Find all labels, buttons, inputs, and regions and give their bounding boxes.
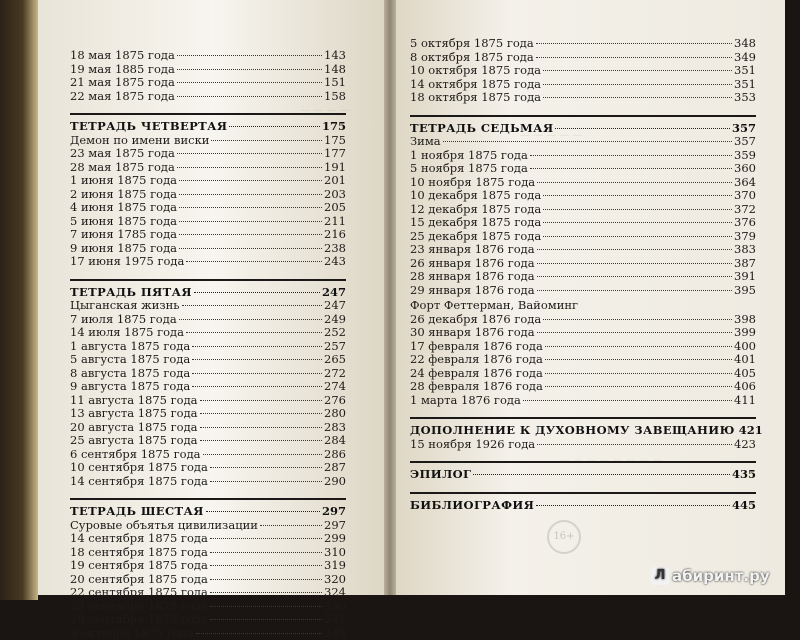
book-gutter [384,0,396,595]
toc-entry: 15 декабря 1875 года 376 [410,216,756,230]
toc-section-heading: ТЕТРАДЬ ЧЕТВЕРТАЯ 175 [70,113,346,134]
toc-entry: 11 августа 1875 года 276 [70,394,346,408]
toc-entry: 14 сентября 1875 года 290 [70,475,346,489]
toc-section-heading: ТЕТРАДЬ ШЕСТАЯ 297 [70,498,346,519]
toc-entry: Цыганская жизнь 247 [70,299,346,313]
toc-entry: 10 сентября 1875 года 287 [70,461,346,475]
toc-entry: 28 января 1876 года 391 [410,270,756,284]
toc-entry: 17 июня 1975 года 243 [70,255,346,269]
toc-section-heading: ЭПИЛОГ 435 [410,461,756,482]
toc-entry: 25 декабря 1875 года 379 [410,230,756,244]
toc-entry: 23 мая 1875 года 177 [70,147,346,161]
toc-entry: 9 июня 1875 года 238 [70,242,346,256]
toc-entry: 30 января 1876 года 399 [410,326,756,340]
watermark-logo-icon: Л [651,567,669,585]
toc-section-heading: ДОПОЛНЕНИЕ К ДУХОВНОМУ ЗАВЕЩАНИЮ 421 [410,417,756,438]
show-through: — — — — — — — — [560,455,662,466]
toc-subheading: Форт Феттерман, Вайоминг [410,299,756,313]
toc-entry: 28 мая 1875 года 191 [70,161,346,175]
toc-entry: 1 августа 1875 года 257 [70,340,346,354]
toc-entry: 2 июня 1875 года 203 [70,188,346,202]
toc-entry: 1 июня 1875 года 201 [70,174,346,188]
toc-entry: 20 августа 1875 года 283 [70,421,346,435]
toc-entry: 20 сентября 1875 года 320 [70,573,346,587]
toc-entry: Суровые объятья цивилизации 297 [70,519,346,533]
toc-entry: 7 июня 1785 года 216 [70,228,346,242]
toc-entry: Зима 357 [410,135,756,149]
toc-right-column [410,37,756,512]
toc-section-heading: ТЕТРАДЬ СЕДЬМАЯ 357 [410,115,756,136]
toc-entry: 10 ноября 1875 года 364 [410,176,756,190]
toc-entry: 8 августа 1875 года 272 [70,367,346,381]
toc-entry: 22 февраля 1876 года 401 [410,353,756,367]
toc-entry: 5 июня 1875 года 211 [70,215,346,229]
toc-entry: 14 сентября 1875 года 299 [70,532,346,546]
toc-entry-group [70,49,346,103]
toc-entry: 26 января 1876 года 387 [410,257,756,271]
toc-section-heading: БИБЛИОГРАФИЯ 445 [410,492,756,513]
toc-entry: 3 октября 1875 года 345 [70,627,346,640]
toc-entry: 13 августа 1875 года 280 [70,407,346,421]
toc-entry: 28 сентября 1875 года 341 [70,613,346,627]
site-watermark [651,565,770,587]
toc-entry: 1 марта 1876 года 411 [410,394,756,408]
toc-entry: 4 июня 1875 года 205 [70,201,346,215]
show-through: — — — — [300,105,350,116]
toc-entry: 18 сентября 1875 года 310 [70,546,346,560]
watermark-text: абиринт.ру [672,567,770,585]
toc-entry: 7 июля 1875 года 249 [70,313,346,327]
toc-entry: 25 августа 1875 года 284 [70,434,346,448]
toc-entry: 6 сентября 1875 года 286 [70,448,346,462]
toc-entry: 9 августа 1875 года 274 [70,380,346,394]
book-cover-edge [0,0,38,600]
toc-entry: 24 февраля 1876 года 405 [410,367,756,381]
toc-entry: 26 декабря 1876 года 398 [410,313,756,327]
show-through: — — — — — [520,130,583,141]
toc-entry: 15 ноября 1926 года 423 [410,438,756,452]
toc-entry: 5 августа 1875 года 265 [70,353,346,367]
toc-entry: 5 ноября 1875 года 360 [410,162,756,176]
toc-entry: 23 января 1876 года 383 [410,243,756,257]
toc-entry: 19 сентября 1875 года 319 [70,559,346,573]
toc-entry: 14 июля 1875 года 252 [70,326,346,340]
toc-entry: 18 мая 1875 года 143 [70,49,346,63]
toc-entry: 5 октября 1875 года 348 [410,37,756,51]
toc-entry: 28 февраля 1876 года 406 [410,380,756,394]
toc-entry: 10 декабря 1875 года 370 [410,189,756,203]
toc-entry: 29 января 1876 года 395 [410,284,756,298]
toc-entry: 21 мая 1875 года 151 [70,76,346,90]
toc-entry: 22 сентября 1875 года 324 [70,586,346,600]
toc-left-column [70,49,346,640]
toc-entry: 22 мая 1875 года 158 [70,90,346,104]
toc-entry: 23 сентября 1875 года 330 [70,600,346,614]
toc-entry: Демон по имени виски 175 [70,134,346,148]
toc-entry: 8 октября 1875 года 349 [410,51,756,65]
toc-entry: 12 декабря 1875 года 372 [410,203,756,217]
toc-section-heading: ТЕТРАДЬ ПЯТАЯ 247 [70,279,346,300]
toc-entry: 18 октября 1875 года 353 [410,91,756,105]
toc-entry: 10 октября 1875 года 351 [410,64,756,78]
toc-entry: 17 февраля 1876 года 400 [410,340,756,354]
toc-entry: 1 ноября 1875 года 359 [410,149,756,163]
toc-entry: 19 мая 1885 года 148 [70,63,346,77]
toc-entry: 14 октября 1875 года 351 [410,78,756,92]
age-rating-stamp: 16+ [547,520,581,554]
